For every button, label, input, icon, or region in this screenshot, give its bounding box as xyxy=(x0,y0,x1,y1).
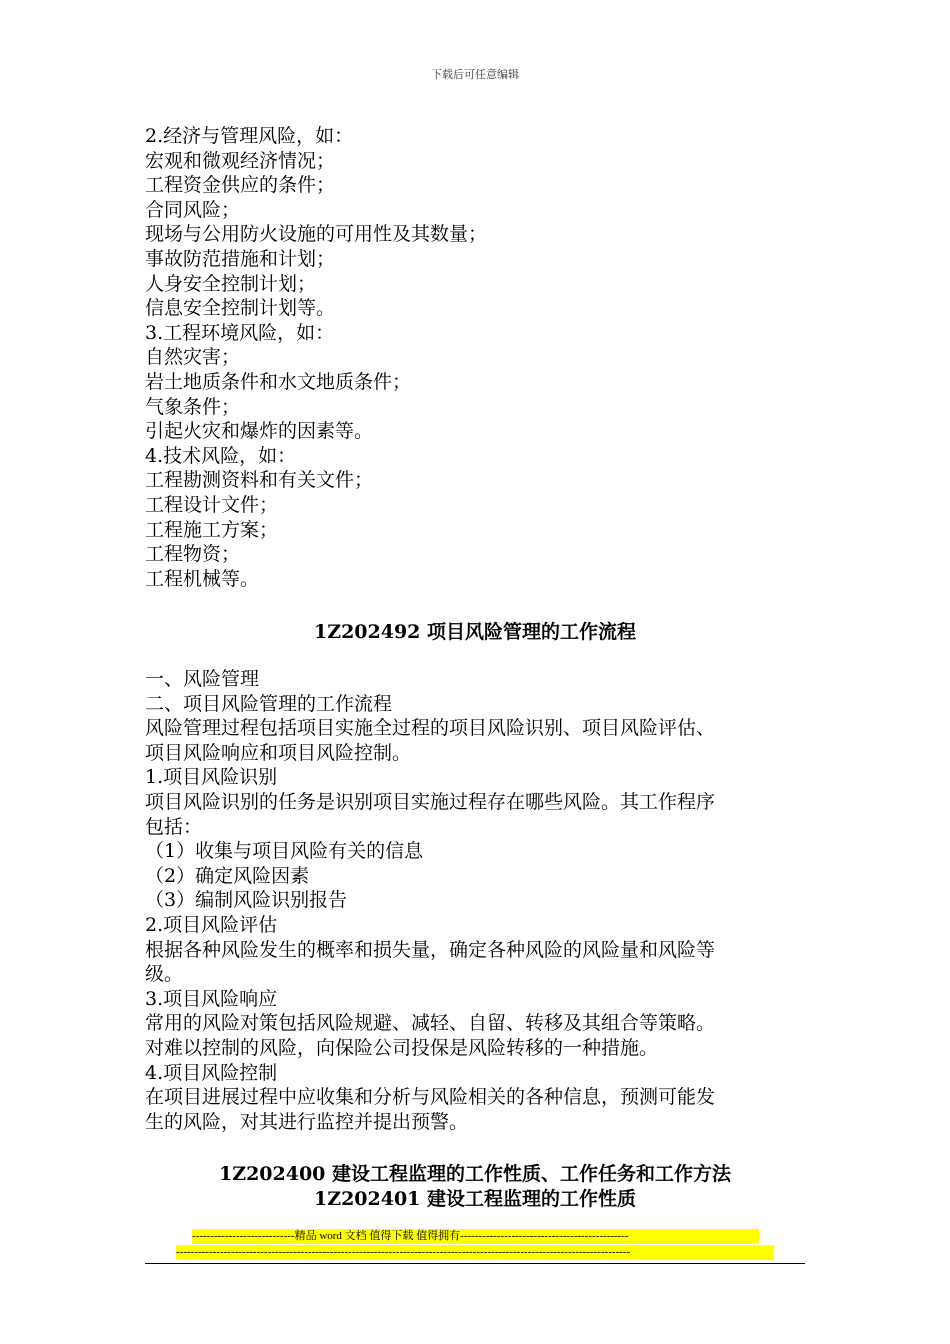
section-risk-list xyxy=(145,124,810,591)
text-line: 项目风险响应和项目风险控制。 xyxy=(145,741,412,764)
text-line: 气象条件； xyxy=(145,395,241,418)
text-line: 一、风险管理 xyxy=(145,668,260,690)
text-line: 现场与公用防火设施的可用性及其数量； xyxy=(145,223,488,246)
text-line: 2.项目风险评估 xyxy=(145,913,278,936)
chapter-heading: 1Z202400 建设工程监理的工作性质、工作任务和工作方法 xyxy=(218,1163,732,1185)
text-line: 4.技术风险，如： xyxy=(145,444,297,467)
text-line: 3.项目风险响应 xyxy=(145,987,278,1010)
text-line: 合同风险； xyxy=(145,198,241,221)
text-line: 宏观和微观经济情况； xyxy=(145,149,336,172)
text-line: 4.项目风险控制 xyxy=(145,1061,278,1084)
text-line: 人身安全控制计划； xyxy=(145,272,317,295)
text-line: 3.工程环境风险，如： xyxy=(145,321,335,344)
text-line: 工程勘测资料和有关文件； xyxy=(145,469,374,492)
text-line: 在项目进展过程中应收集和分析与风险相关的各种信息，预测可能发 xyxy=(145,1086,716,1109)
text-line: 引起火灾和爆炸的因素等。 xyxy=(145,420,374,443)
text-line: 工程物资； xyxy=(145,543,241,566)
section-heading-workflow: 1Z202492 项目风险管理的工作流程 xyxy=(313,621,637,643)
text-line: （2）确定风险因素 xyxy=(145,864,310,887)
footer-dash-line: ---------------------------------------------------------------------------------------------------------------------------- xyxy=(176,1245,774,1260)
text-line: 二、项目风险管理的工作流程 xyxy=(145,692,393,715)
section-workflow-body xyxy=(145,667,810,1134)
text-line: 风险管理过程包括项目实施全过程的项目风险识别、项目风险评估、 xyxy=(145,717,716,740)
text-line: 1.项目风险识别 xyxy=(145,766,278,789)
text-line: 级。 xyxy=(145,963,184,986)
text-line: （3）编制风险识别报告 xyxy=(145,889,348,912)
page-header-note: 下载后可任意编辑 xyxy=(431,68,519,81)
text-line: 岩土地质条件和水文地质条件； xyxy=(145,370,412,393)
footer-banner: ----------------------------精品 word 文档 值得下载 值得拥有---------------------------------------------- xyxy=(192,1229,759,1244)
text-line: 项目风险识别的任务是识别项目实施过程存在哪些风险。其工作程序 xyxy=(145,790,716,813)
text-line: 生的风险，对其进行监控并提出预警。 xyxy=(145,1110,469,1133)
text-line: 对难以控制的风险，向保险公司投保是风险转移的一种措施。 xyxy=(145,1036,659,1059)
text-line: 根据各种风险发生的概率和损失量，确定各种风险的风险量和风险等 xyxy=(145,938,716,961)
footer-rule xyxy=(145,1263,805,1264)
text-line: 包括： xyxy=(145,815,203,838)
text-line: 2.经济与管理风险，如： xyxy=(145,125,354,147)
text-line: 工程设计文件； xyxy=(145,493,279,516)
text-line: 事故防范措施和计划； xyxy=(145,247,336,270)
text-line: 自然灾害； xyxy=(145,346,241,369)
text-line: 工程资金供应的条件； xyxy=(145,174,336,197)
text-line: （1）收集与项目风险有关的信息 xyxy=(145,840,424,863)
section-heading-nature: 1Z202401 建设工程监理的工作性质 xyxy=(313,1188,637,1210)
text-line: 信息安全控制计划等。 xyxy=(145,297,336,320)
text-line: 常用的风险对策包括风险规避、减轻、自留、转移及其组合等策略。 xyxy=(145,1012,716,1035)
text-line: 工程施工方案； xyxy=(145,518,279,541)
text-line: 工程机械等。 xyxy=(145,567,260,590)
